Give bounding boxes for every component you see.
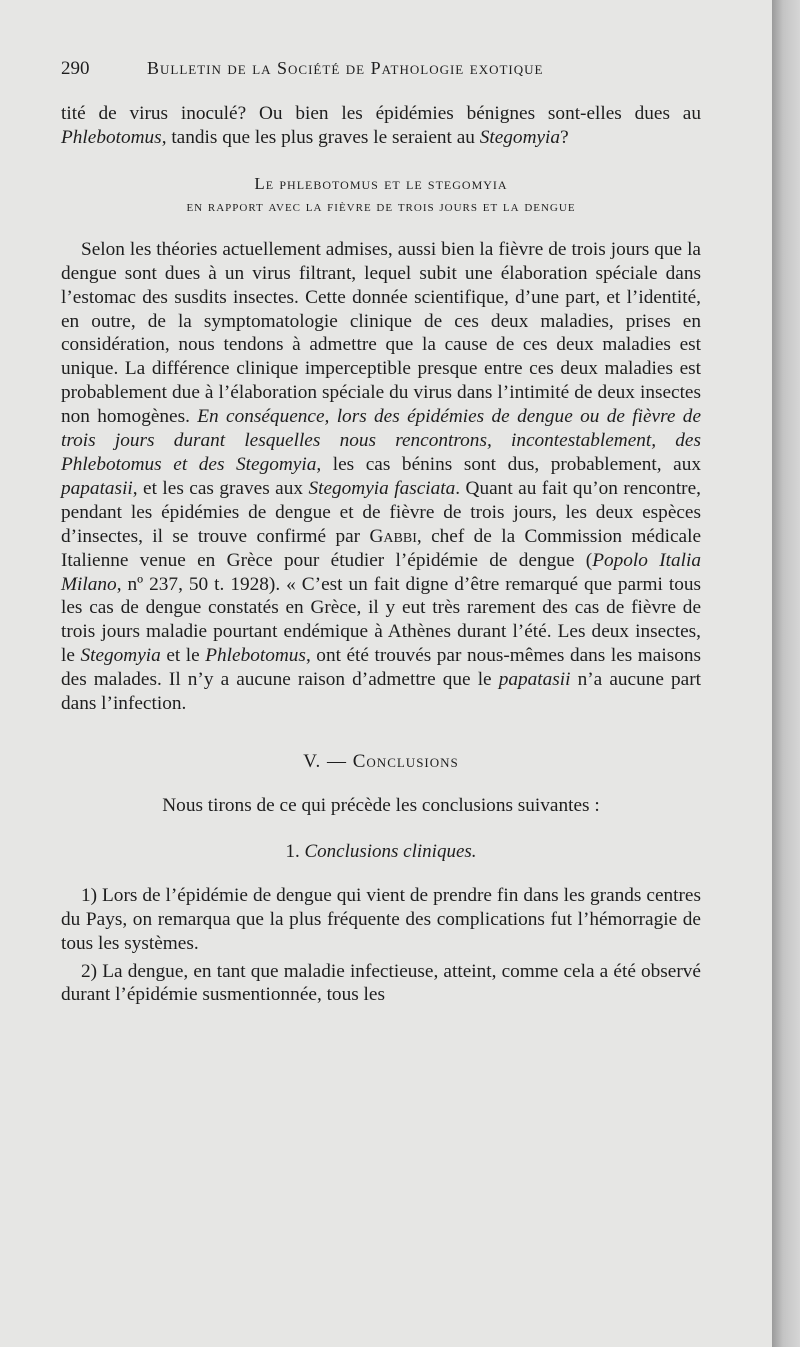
p0-text-3: ? xyxy=(560,126,569,148)
p1-text-2: , les cas bénins sont dus, probablement, aux xyxy=(316,453,701,475)
p1-italic-4: Popolo Italia Milano xyxy=(61,549,701,595)
running-title: Bulletin de la Société de Pathologie exotique xyxy=(147,58,544,78)
p1-text-1: Selon les théories actuellement admises, aussi bien la fièvre de trois jours que la dengue sont dues à un virus filtrant, lequel subit une élaboration spéciale dans l’estomac des susdits insectes. Cette donnée scientifique, d’une part, et l’identité, en outre, de la symptomatologie clinique de ces deux maladies, prises en considération, nous tendons à admettre que la cause de ces deux maladies est unique. La différence clinique imperceptible presque entre ces deux maladies est probablement due à l’élaboration spéciale du virus dans l’intimité de deux insectes non homogènes. xyxy=(61,238,701,428)
sub-heading-num: 1. xyxy=(285,840,305,862)
p0-italic-1: Phlebotomus xyxy=(61,126,162,148)
p1-text-4: . Quant au fait qu’on rencontre, pendant les épidémies de dengue et de fièvre de trois jours, les deux espèces d’insectes, il se trouve confirmé par xyxy=(61,477,701,547)
sub-heading xyxy=(61,840,701,864)
p1-text-6: , nº 237, 50 t. 1928). « C’est un fait digne d’être remarqué que parmi tous les cas de dengue constatés en Grèce, il y eut très rarement des cas de fièvre de trois jours maladie pourtant endémique à Athènes durant l’été. Les deux insectes, le xyxy=(61,573,701,667)
conclusion-2: 2) La dengue, en tant que maladie infectieuse, atteint, comme cela a été observé durant l’épidémie susmentionnée, tous les xyxy=(61,960,701,1006)
page-number: 290 xyxy=(61,58,90,79)
paragraph-continued xyxy=(61,102,701,150)
p1-italic-2: papatasii xyxy=(61,477,133,499)
text-block xyxy=(61,58,701,1007)
page-edge-shadow xyxy=(772,0,800,1347)
p0-text-2: , tandis que les plus graves le seraient au xyxy=(161,126,480,148)
p1-italic-1: En conséquence, lors des épidémies de dengue ou de fièvre de trois jours durant lesquelles nous rencontrons, incontestablement, des Phlebotomus et des Stegomyia xyxy=(61,406,701,475)
page-header xyxy=(61,58,701,102)
p1-italic-5: Stegomyia xyxy=(80,645,161,667)
conclusions-num: V. — xyxy=(303,750,353,772)
p1-text-5: , chef de la Commission médicale Italienne venue en Grèce pour étudier l’épidémie de dengue ( xyxy=(61,525,702,571)
p1-italic-6: Phlebotomus xyxy=(205,645,306,667)
section-heading-line1: Le phlebotomus et le stegomyia xyxy=(254,173,508,193)
conclusions-heading xyxy=(61,750,701,774)
conclusion-1: 1) Lors de l’épidémie de dengue qui vient de prendre fin dans les grands centres du Pays, on remarqua que la plus fréquente des complications fut l’hémorragie de tous les systèmes. xyxy=(61,884,701,954)
conclusions-title: Conclusions xyxy=(352,750,459,772)
author-gabbi: Gabbi xyxy=(369,525,417,547)
p1-italic-3: Stegomyia fasciata xyxy=(308,477,456,499)
section-heading-line2: en rapport avec la fièvre de trois jours et la dengue xyxy=(186,198,576,215)
p1-text-8: , ont été trouvés par nous-mêmes dans les maisons des malades. Il n’y a aucune raison d’admettre que le xyxy=(61,645,701,691)
paragraph-main xyxy=(61,238,701,716)
p1-italic-7: papatasii xyxy=(498,669,571,691)
p1-text-9: n’a aucune part dans l’infection. xyxy=(61,669,701,715)
p1-text-3: , et les cas graves aux xyxy=(132,477,309,499)
p0-italic-2: Stegomyia xyxy=(479,126,561,148)
p1-text-7: et le xyxy=(160,645,206,667)
conclusions-intro: Nous tirons de ce qui précède les conclusions suivantes : xyxy=(162,794,600,816)
p0-text-1: tité de virus inoculé? Ou bien les épidémies bénignes sont-elles dues au xyxy=(61,103,701,124)
sub-heading-title: Conclusions cliniques. xyxy=(304,840,477,862)
